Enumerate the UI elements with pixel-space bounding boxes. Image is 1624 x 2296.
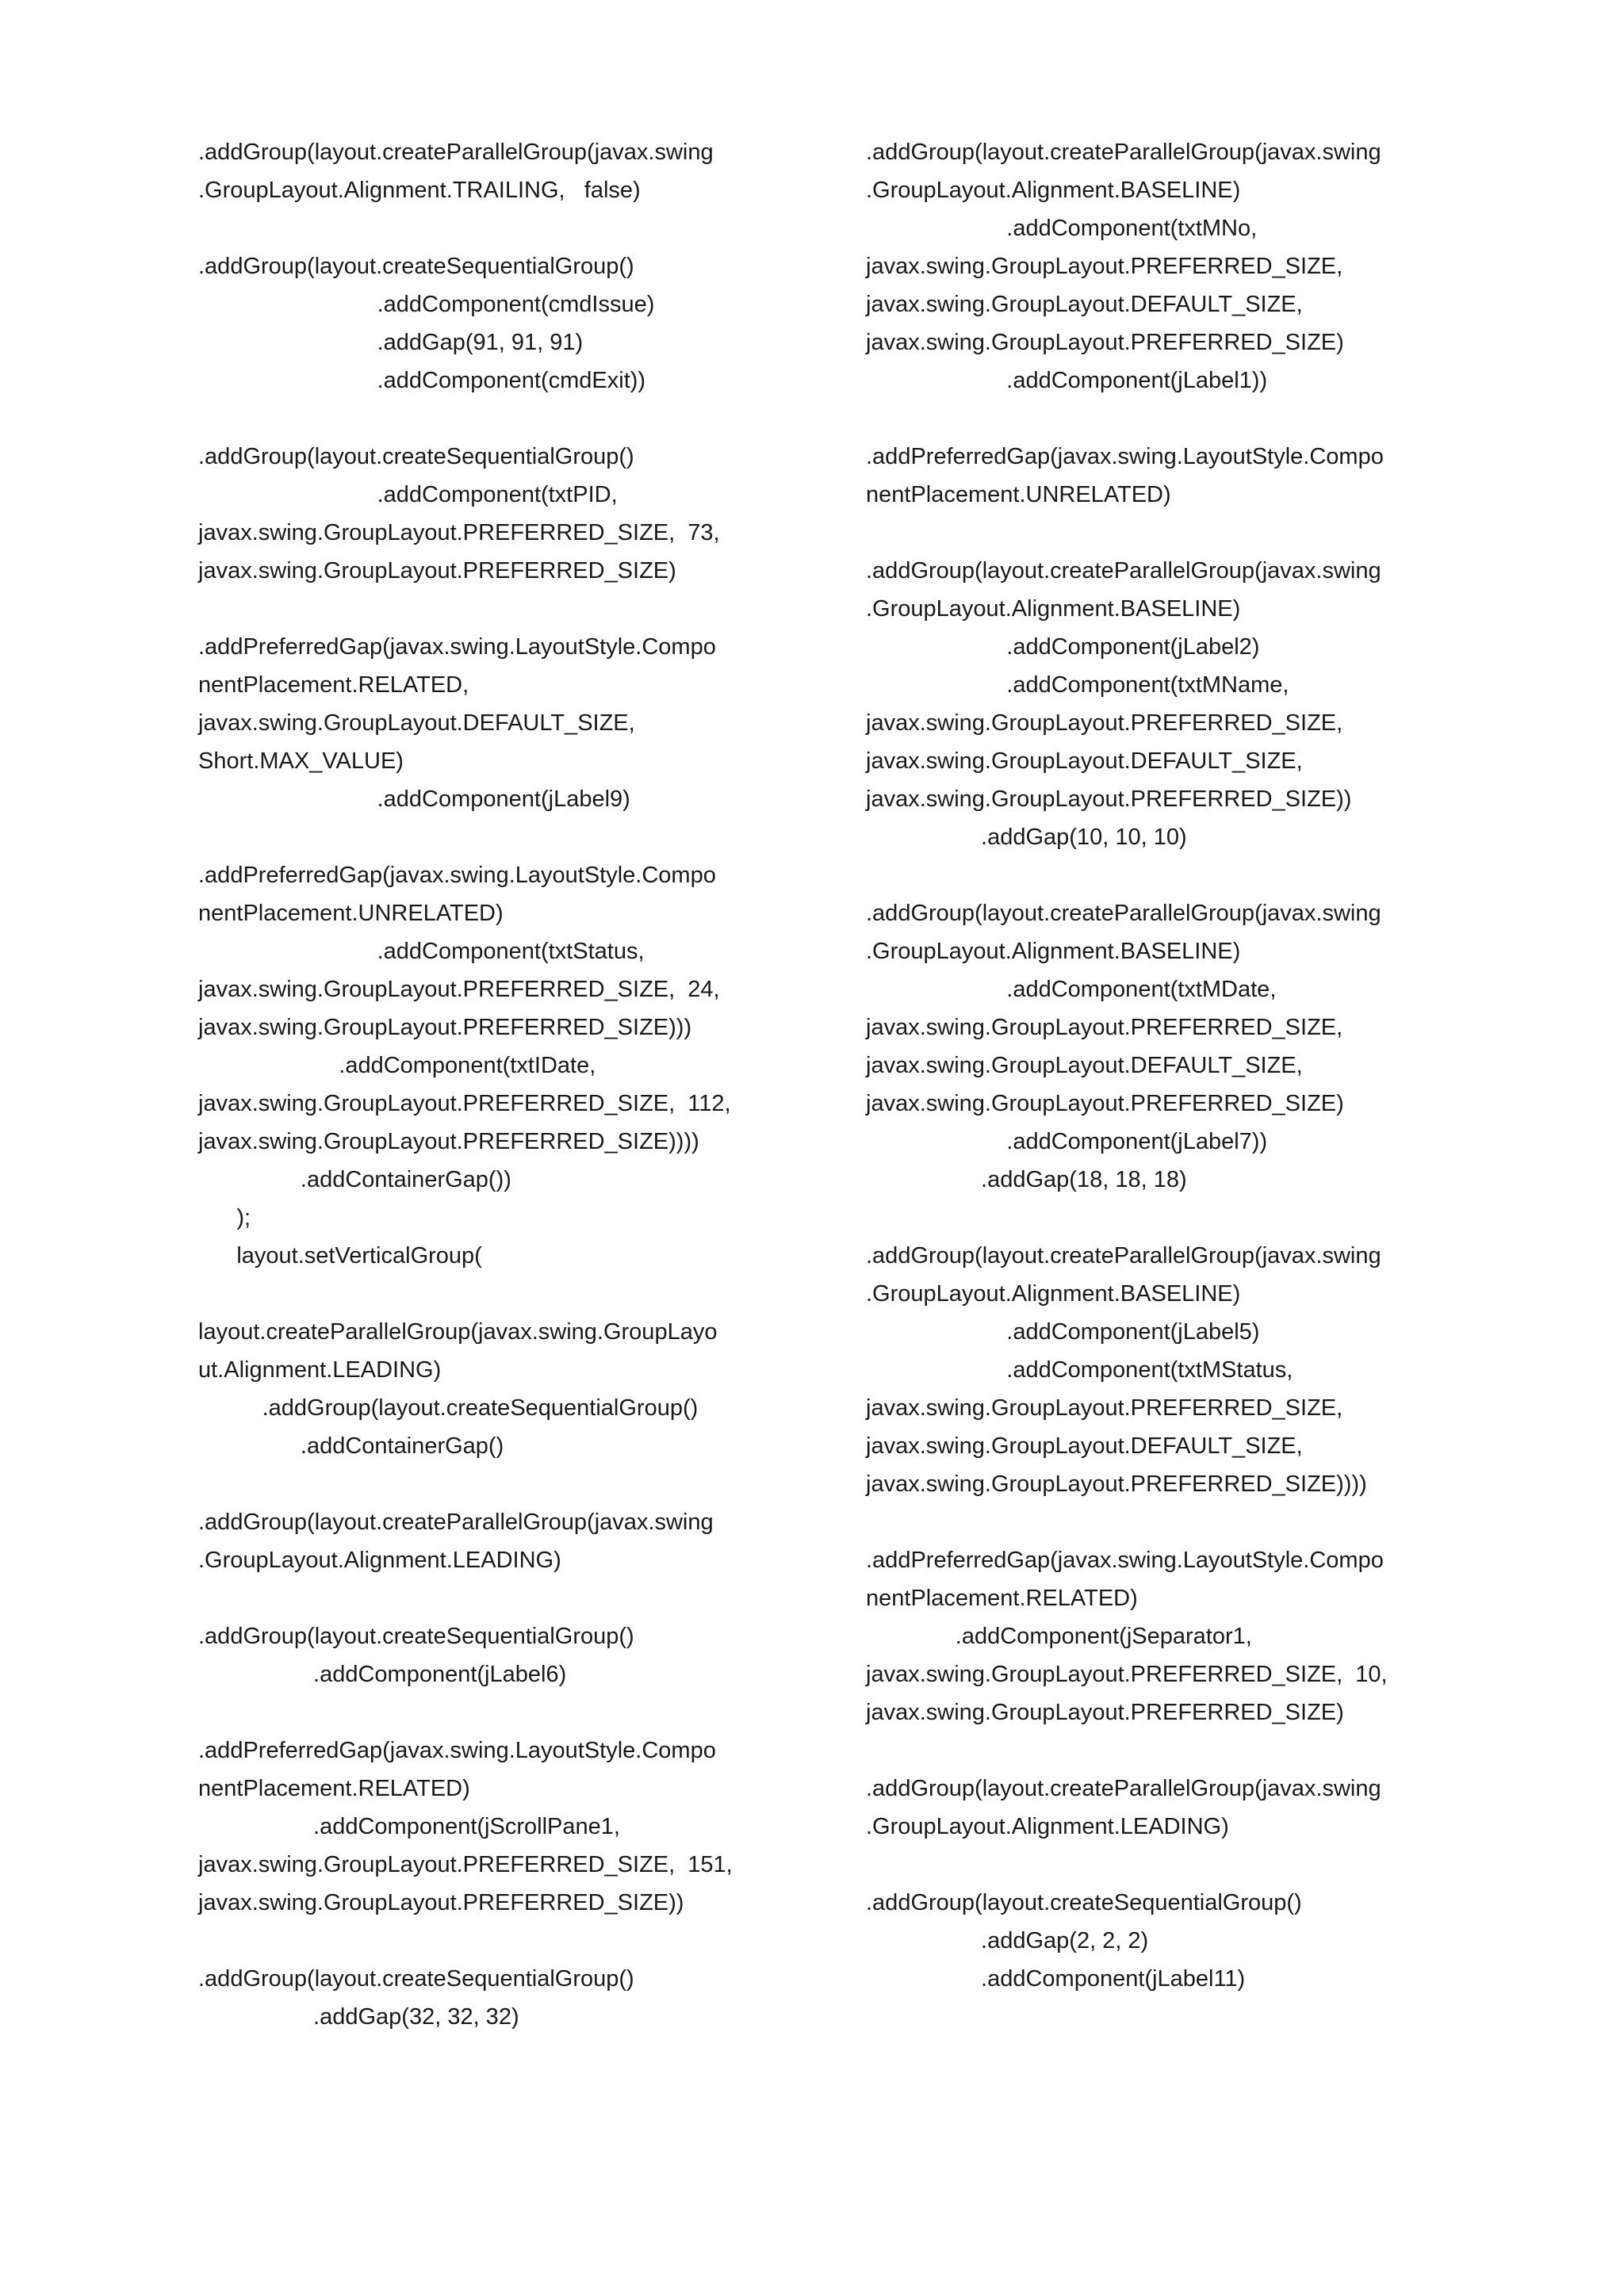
code-line: javax.swing.GroupLayout.PREFERRED_SIZE)) — [198, 1890, 684, 1915]
code-line — [198, 818, 777, 856]
code-line: .addComponent(jLabel1)) — [866, 368, 1268, 393]
code-line: javax.swing.GroupLayout.PREFERRED_SIZE) — [198, 558, 676, 584]
code-line: layout.setVerticalGroup( — [198, 1243, 482, 1269]
code-line: .addGap(10, 10, 10) — [866, 825, 1187, 850]
code-line: javax.swing.GroupLayout.DEFAULT_SIZE, — [866, 1433, 1303, 1459]
code-line: nentPlacement.RELATED) — [866, 1586, 1138, 1611]
code-line: javax.swing.GroupLayout.PREFERRED_SIZE, 151, — [198, 1852, 733, 1877]
code-line: .GroupLayout.Alignment.LEADING) — [866, 1814, 1229, 1839]
code-line — [198, 1275, 777, 1313]
code-line — [198, 1922, 777, 1960]
code-line: javax.swing.GroupLayout.PREFERRED_SIZE, — [866, 254, 1343, 279]
code-line: javax.swing.GroupLayout.DEFAULT_SIZE, — [866, 748, 1303, 774]
code-line: .addComponent(txtMDate, — [866, 977, 1277, 1002]
code-line: javax.swing.GroupLayout.PREFERRED_SIZE)))) — [866, 1471, 1367, 1497]
code-line: .addGroup(layout.createParallelGroup(javax.swing — [866, 558, 1381, 584]
code-line: javax.swing.GroupLayout.PREFERRED_SIZE)) — [866, 786, 1352, 812]
code-line: javax.swing.GroupLayout.DEFAULT_SIZE, — [866, 1053, 1303, 1078]
code-line: javax.swing.GroupLayout.PREFERRED_SIZE) — [866, 1091, 1344, 1116]
code-line — [198, 1693, 777, 1732]
code-line: .addGroup(layout.createParallelGroup(javax.swing — [198, 1510, 714, 1535]
code-line: .addPreferredGap(javax.swing.LayoutStyle.Compo — [866, 1548, 1384, 1573]
code-line: javax.swing.GroupLayout.PREFERRED_SIZE))) — [198, 1015, 692, 1040]
code-line — [198, 1465, 777, 1503]
code-line — [866, 1846, 1445, 1884]
code-line: javax.swing.GroupLayout.DEFAULT_SIZE, — [198, 710, 635, 736]
code-line: layout.createParallelGroup(javax.swing.GroupLayo — [198, 1319, 718, 1345]
code-line: .GroupLayout.Alignment.TRAILING, false) — [198, 178, 641, 203]
code-line: .addGap(2, 2, 2) — [866, 1928, 1149, 1954]
code-line: .addGap(18, 18, 18) — [866, 1167, 1187, 1192]
code-line: .addContainerGap() — [198, 1433, 504, 1459]
code-line: .addComponent(jScrollPane1, — [198, 1814, 620, 1839]
code-line — [198, 209, 777, 247]
code-line: javax.swing.GroupLayout.PREFERRED_SIZE, — [866, 1395, 1343, 1421]
code-line: javax.swing.GroupLayout.PREFERRED_SIZE)))) — [198, 1129, 699, 1154]
code-line — [866, 1199, 1445, 1237]
code-line: javax.swing.GroupLayout.PREFERRED_SIZE) — [866, 330, 1344, 355]
code-line: .addComponent(jLabel11) — [866, 1966, 1246, 1992]
code-line: .addGroup(layout.createSequentialGroup() — [866, 1890, 1302, 1915]
code-line: .addComponent(cmdIssue) — [198, 292, 655, 317]
code-line: javax.swing.GroupLayout.DEFAULT_SIZE, — [866, 292, 1303, 317]
code-line: .addGroup(layout.createSequentialGroup() — [198, 444, 634, 469]
code-line: nentPlacement.RELATED) — [198, 1776, 470, 1801]
code-line: .addPreferredGap(javax.swing.LayoutStyle.Compo — [198, 863, 716, 888]
code-line: .addGroup(layout.createSequentialGroup() — [198, 1624, 634, 1649]
code-line: .addGroup(layout.createSequentialGroup() — [198, 1395, 699, 1421]
code-line: .addGroup(layout.createSequentialGroup() — [198, 254, 634, 279]
code-line: .addPreferredGap(javax.swing.LayoutStyle.Compo — [866, 444, 1384, 469]
code-line: .addGap(32, 32, 32) — [198, 2004, 519, 2030]
code-line: .addGroup(layout.createParallelGroup(javax.swing — [866, 901, 1381, 926]
code-line: .addComponent(txtMName, — [866, 672, 1289, 698]
code-line: .addComponent(jLabel5) — [866, 1319, 1260, 1345]
code-line: .addComponent(jSeparator1, — [866, 1624, 1252, 1649]
code-line: javax.swing.GroupLayout.PREFERRED_SIZE, 10, — [866, 1662, 1388, 1687]
code-line — [198, 1579, 777, 1617]
code-line: nentPlacement.RELATED, — [198, 672, 469, 698]
code-line: .addComponent(jLabel2) — [866, 634, 1260, 660]
code-line: .addGroup(layout.createParallelGroup(javax.swing — [198, 140, 714, 165]
code-line: .addGroup(layout.createSequentialGroup() — [198, 1966, 634, 1992]
code-line: Short.MAX_VALUE) — [198, 748, 404, 774]
code-line: .GroupLayout.Alignment.BASELINE) — [866, 596, 1241, 622]
code-line: .addContainerGap()) — [198, 1167, 511, 1192]
code-line: .addComponent(txtPID, — [198, 482, 618, 507]
code-line: .addGroup(layout.createParallelGroup(javax.swing — [866, 1776, 1381, 1801]
code-line: .GroupLayout.Alignment.BASELINE) — [866, 939, 1241, 964]
code-line: .GroupLayout.Alignment.BASELINE) — [866, 178, 1241, 203]
code-line: .addComponent(jLabel6) — [198, 1662, 567, 1687]
code-line: .addComponent(txtMStatus, — [866, 1357, 1293, 1383]
code-line: .addPreferredGap(javax.swing.LayoutStyle.Compo — [198, 1738, 716, 1763]
code-line: .addComponent(cmdExit)) — [198, 368, 646, 393]
code-line: .addComponent(txtStatus, — [198, 939, 645, 964]
code-line: .addComponent(txtIDate, — [198, 1053, 596, 1078]
code-line — [866, 856, 1445, 894]
code-line — [866, 514, 1445, 552]
code-line — [866, 1732, 1445, 1770]
code-line: ut.Alignment.LEADING) — [198, 1357, 442, 1383]
code-line: .addGroup(layout.createParallelGroup(javax.swing — [866, 1243, 1381, 1269]
code-line — [198, 400, 777, 438]
code-line: .addGroup(layout.createParallelGroup(javax.swing — [866, 140, 1381, 165]
code-line: javax.swing.GroupLayout.PREFERRED_SIZE, — [866, 1015, 1343, 1040]
code-line — [866, 400, 1445, 438]
right-code-column — [866, 133, 1445, 1998]
code-line: .addComponent(jLabel9) — [198, 786, 630, 812]
code-line: .GroupLayout.Alignment.LEADING) — [198, 1548, 561, 1573]
code-line: .GroupLayout.Alignment.BASELINE) — [866, 1281, 1241, 1307]
code-line: ); — [198, 1205, 251, 1230]
code-line: javax.swing.GroupLayout.PREFERRED_SIZE, 112, — [198, 1091, 731, 1116]
code-line: .addComponent(txtMNo, — [866, 216, 1258, 241]
code-line: .addGap(91, 91, 91) — [198, 330, 584, 355]
code-line: javax.swing.GroupLayout.PREFERRED_SIZE) — [866, 1700, 1344, 1725]
left-code-column — [198, 133, 777, 2036]
code-line: .addComponent(jLabel7)) — [866, 1129, 1268, 1154]
code-line: nentPlacement.UNRELATED) — [198, 901, 504, 926]
code-line: javax.swing.GroupLayout.PREFERRED_SIZE, — [866, 710, 1343, 736]
code-line: javax.swing.GroupLayout.PREFERRED_SIZE, 24, — [198, 977, 720, 1002]
code-line: nentPlacement.UNRELATED) — [866, 482, 1171, 507]
code-line: javax.swing.GroupLayout.PREFERRED_SIZE, 73, — [198, 520, 720, 545]
code-line: .addPreferredGap(javax.swing.LayoutStyle.Compo — [198, 634, 716, 660]
code-line — [198, 590, 777, 628]
code-line — [866, 1503, 1445, 1541]
